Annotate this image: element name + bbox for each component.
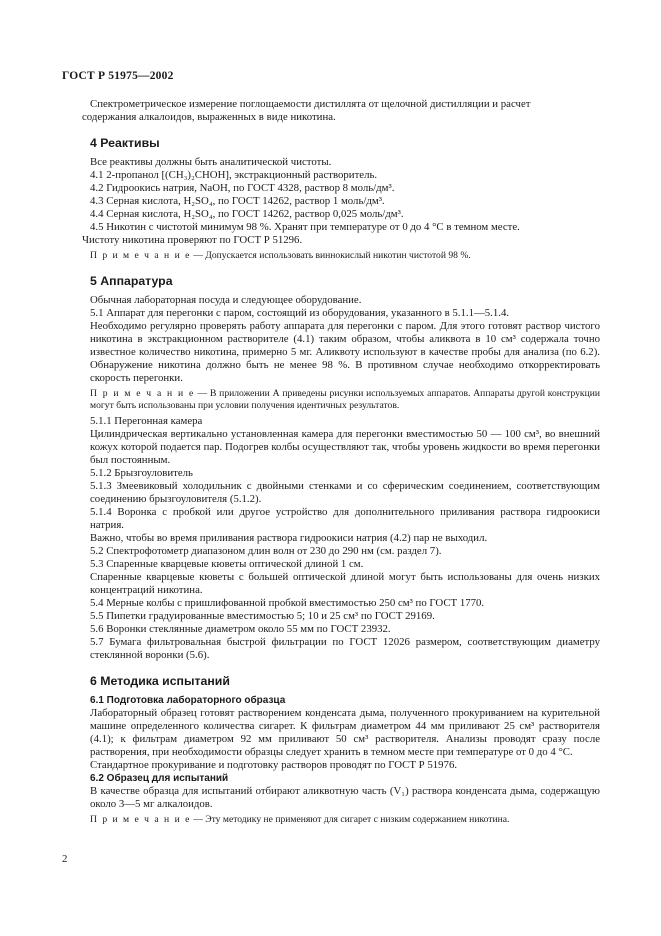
s5-note <box>90 388 600 412</box>
s5-para: Необходимо регулярно проверять работу аппарата для перегонки с паром. Для этого готовят раствор чистого никотина в экстракционном растворителе (4.1) таким образом, чтобы аликвота в 10 см³ содержала точно известное количество никотина, примерно 5 мг. Аликвоту используют в качестве пробы для анализа (по 6.2). Обнаружение никотина должно быть не менее 98 %. В противном случае необходимо откорректировать скорость перегонки. <box>90 320 600 384</box>
s6-para-1: Лабораторный образец готовят растворением конденсата дыма, полученного прокуриванием на курительной машине определенного количества сигарет. К фильтрам диаметром 44 мм приливают 25 см³ растворителя (4.1); к фильтрам диаметром 92 мм приливают 50 см³ растворителя. Анализы проводят сразу после растворения, при необходимости образцы следует хранить в темном месте при температуре от 0 до 4 °С. <box>90 707 600 758</box>
note-text: — Эту методику не применяют для сигарет с низким содержанием никотина. <box>190 814 510 825</box>
s4-item-5: 4.5 Никотин с чистотой минимум 98 %. Хранят при температуре от 0 до 4 °С в темном месте. <box>90 221 520 233</box>
s6-sub-2: 6.2 Образец для испытаний <box>90 773 229 784</box>
note-label: П р и м е ч а н и е <box>90 388 195 399</box>
document-body <box>82 98 600 829</box>
s4-item-2: 4.2 Гидроокись натрия, NaOH, по ГОСТ 4328, раствор 8 моль/дм³. <box>90 182 395 194</box>
intro-line-2: содержания алкалоидов, выраженных в виде никотина. <box>82 111 336 123</box>
s6-para-3: В качестве образца для испытаний отбирают аликвотную часть (V₁) раствора конденсата дыма, содержащую около 3—5 мг алкалоидов. <box>90 785 600 810</box>
section-5-title: 5 Аппаратура <box>90 274 173 288</box>
s4-item-4: 4.4 Серная кислота, H₂SO₄, по ГОСТ 14262, раствор 0,025 моль/дм³. <box>90 208 404 220</box>
s5-item-1-4: 5.1.4 Воронка с пробкой или другое устройство для дополнительного приливания раствора гидроокиси натрия. <box>90 506 600 531</box>
s6-sub-1: 6.1 Подготовка лабораторного образца <box>90 695 286 706</box>
s4-item-1: 4.1 2-пропанол [(CH₃)₂CHOH], экстракционный растворитель. <box>90 169 378 181</box>
s5-item-4: 5.4 Мерные колбы с пришлифованной пробкой вместимостью 250 см³ по ГОСТ 1770. <box>90 597 485 609</box>
s5-item-3: 5.3 Спаренные кварцевые кюветы оптической длиной 1 см. <box>90 558 364 570</box>
s5-item-3-text: Спаренные кварцевые кюветы с большей оптической длиной могут быть использованы для очень низких концентраций никотина. <box>90 571 600 596</box>
note-label: П р и м е ч а н и е <box>90 250 191 261</box>
s5-item-1-1-text: Цилиндрическая вертикально установленная камера для перегонки вместимостью 50 — 100 см³, во внешний кожух которой подается пар. Подогрев колбы осуществляют так, чтобы уровень жидкости во время перегонки был постоянным. <box>90 428 600 466</box>
s5-item-6: 5.6 Воронки стеклянные диаметром около 55 мм по ГОСТ 23932. <box>90 623 391 635</box>
s5-item-2: 5.2 Спектрофотометр диапазоном длин волн от 230 до 290 нм (см. раздел 7). <box>90 545 442 557</box>
s4-intro: Все реактивы должны быть аналитической чистоты. <box>90 156 332 168</box>
s5-item-1-2: 5.1.2 Брызгоуловитель <box>90 467 193 479</box>
s5-item-1-4-note: Важно, чтобы во время приливания раствора гидроокиси натрия (4.2) пар не выходил. <box>90 532 488 544</box>
s6-note <box>90 814 600 826</box>
s5-intro: Обычная лабораторная посуда и следующее оборудование. <box>90 294 362 306</box>
s5-item-7: 5.7 Бумага фильтровальная быстрой фильтрации по ГОСТ 12026 размером, соответствующим диаметру стеклянной воронки (5.6). <box>90 636 600 661</box>
section-6-title: 6 Методика испытаний <box>90 674 230 688</box>
document-header: ГОСТ Р 51975—2002 <box>62 70 174 82</box>
s4-item-5-cont: Чистоту никотина проверяют по ГОСТ Р 51296. <box>82 234 303 246</box>
s4-note <box>90 250 600 262</box>
s5-item-1-1: 5.1.1 Перегонная камера <box>90 415 203 427</box>
section-4-title: 4 Реактивы <box>90 136 160 150</box>
intro-line-1: Спектрометрическое измерение поглощаемости дистиллята от щелочной дистилляции и расчет <box>90 98 531 110</box>
note-label: П р и м е ч а н и е <box>90 814 191 825</box>
s5-item-5: 5.5 Пипетки градуированные вместимостью 5; 10 и 25 см³ по ГОСТ 29169. <box>90 610 435 622</box>
page-number: 2 <box>62 853 68 865</box>
s5-item-1-3: 5.1.3 Змеевиковый холодильник с двойными стенками и со сферическим соединением, соответствующим соединению брызгоуловителя (5.1.2). <box>90 480 600 505</box>
s4-item-3: 4.3 Серная кислота, H₂SO₄, по ГОСТ 14262, раствор 1 моль/дм³. <box>90 195 385 207</box>
note-text: — Допускается использовать виннокислый никотин чистотой 98 %. <box>190 250 471 261</box>
s5-item-1: 5.1 Аппарат для перегонки с паром, состоящий из оборудования, указанного в 5.1.1—5.1.4. <box>90 307 510 319</box>
note-text: — В приложении А приведены рисунки используемых аппаратов. Аппараты другой конструкции могут быть использованы при условии получения идентичных результатов. <box>90 388 600 411</box>
s6-para-2: Стандартное прокуривание и подготовку растворов проводят по ГОСТ Р 51976. <box>90 759 458 771</box>
